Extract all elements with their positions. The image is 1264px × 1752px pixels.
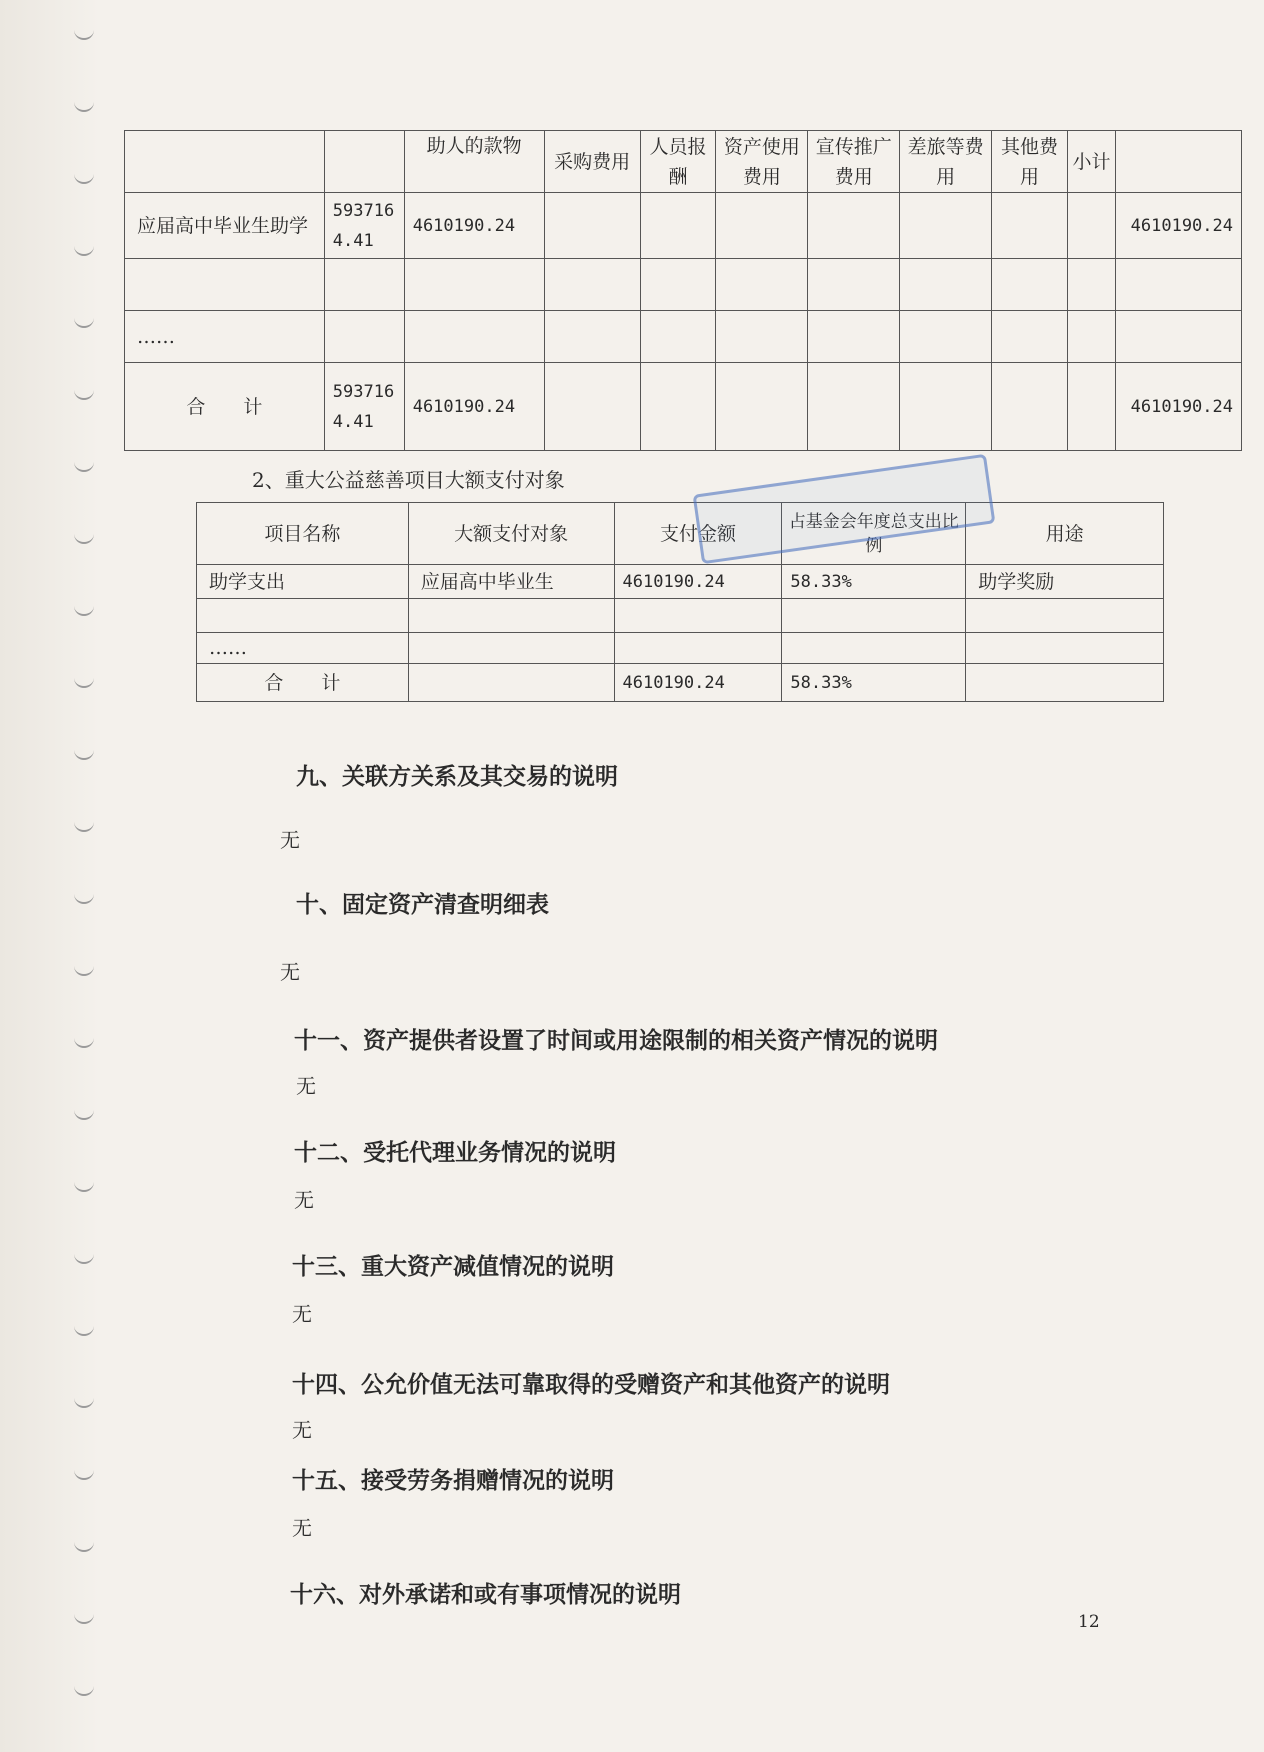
header-cell: 差旅等费用	[900, 131, 992, 193]
binding-hole	[74, 1396, 94, 1408]
table-caption: 2、重大公益慈善项目大额支付对象	[252, 468, 565, 492]
header-cell: 大额支付对象	[408, 503, 614, 565]
purpose-cell: 助学奖励	[966, 565, 1164, 599]
binding-hole	[74, 1036, 94, 1048]
binding-hole	[74, 532, 94, 544]
aid-cell: 4610190.24	[404, 193, 544, 259]
section-title: 九、关联方关系及其交易的说明	[296, 764, 618, 790]
header-cell: 项目名称	[197, 503, 409, 565]
table-row	[197, 565, 1164, 599]
header-cell: 助人的款物	[404, 131, 544, 193]
ellipsis-cell: ……	[125, 311, 325, 363]
recipient-cell: 应届高中毕业生	[408, 565, 614, 599]
total-row	[197, 664, 1164, 702]
total-cell: 4610190.24	[1115, 363, 1241, 451]
binding-hole	[74, 1468, 94, 1480]
binding-margin	[0, 0, 100, 1752]
ratio-cell: 58.33%	[782, 565, 966, 599]
binding-hole	[74, 892, 94, 904]
header-cell: 支付金额	[614, 503, 782, 565]
table-header-row	[197, 503, 1164, 565]
expense-table	[124, 130, 1242, 451]
section-title: 十三、重大资产减值情况的说明	[292, 1254, 614, 1280]
binding-hole	[74, 604, 94, 616]
binding-hole	[74, 1324, 94, 1336]
ratio-cell: 58.33%	[782, 664, 966, 702]
project-name-cell	[125, 259, 325, 311]
payment-amount-cell: 4610190.24	[614, 664, 782, 702]
total-cell: 4610190.24	[1115, 193, 1241, 259]
page-number: 12	[1078, 1612, 1100, 1632]
binding-hole	[74, 748, 94, 760]
binding-hole	[74, 172, 94, 184]
table-row	[125, 193, 1242, 259]
binding-hole	[74, 316, 94, 328]
section-body: 无	[292, 1302, 312, 1326]
total-label: 合 计	[125, 363, 325, 451]
header-cell	[324, 131, 404, 193]
header-cell: 小计	[1068, 131, 1116, 193]
project-name-cell: 助学支出	[197, 565, 409, 599]
amount-cell: 5937164.41	[324, 363, 404, 451]
header-cell	[1115, 131, 1241, 193]
project-name-cell: 应届高中毕业生助学	[125, 193, 325, 259]
header-cell: 资产使用费用	[716, 131, 808, 193]
binding-hole	[74, 1540, 94, 1552]
section-body: 无	[294, 1188, 314, 1212]
header-cell: 占基金会年度总支出比例	[782, 503, 966, 565]
header-cell: 人员报酬	[640, 131, 716, 193]
amount-cell: 5937164.41	[324, 193, 404, 259]
binding-hole	[74, 1180, 94, 1192]
table-row	[197, 599, 1164, 633]
section-body: 无	[296, 1074, 316, 1098]
binding-hole	[74, 28, 94, 40]
section-body: 无	[292, 1516, 312, 1540]
section-title: 十一、资产提供者设置了时间或用途限制的相关资产情况的说明	[294, 1028, 938, 1054]
total-label: 合 计	[197, 664, 409, 702]
header-cell	[125, 131, 325, 193]
table-header-row	[125, 131, 1242, 193]
binding-hole	[74, 1108, 94, 1120]
section-body: 无	[280, 828, 300, 852]
table-row	[125, 311, 1242, 363]
section-title: 十四、公允价值无法可靠取得的受赠资产和其他资产的说明	[292, 1372, 890, 1398]
section-title: 十二、受托代理业务情况的说明	[294, 1140, 616, 1166]
aid-cell: 4610190.24	[404, 363, 544, 451]
table-row	[125, 259, 1242, 311]
section-title: 十、固定资产清查明细表	[296, 892, 549, 918]
total-row	[125, 363, 1242, 451]
payment-recipient-table	[196, 502, 1164, 702]
binding-hole	[74, 964, 94, 976]
section-title: 十五、接受劳务捐赠情况的说明	[292, 1468, 614, 1494]
binding-hole	[74, 100, 94, 112]
header-cell: 宣传推广费用	[808, 131, 900, 193]
project-name-cell	[197, 599, 409, 633]
binding-hole	[74, 1252, 94, 1264]
header-cell: 用途	[966, 503, 1164, 565]
section-body: 无	[280, 960, 300, 984]
payment-amount-cell: 4610190.24	[614, 565, 782, 599]
table-row	[197, 633, 1164, 664]
header-cell: 采购费用	[544, 131, 640, 193]
ellipsis-cell: ……	[197, 633, 409, 664]
binding-hole	[74, 676, 94, 688]
binding-hole	[74, 1684, 94, 1696]
header-cell: 其他费用	[992, 131, 1068, 193]
section-title: 十六、对外承诺和或有事项情况的说明	[290, 1582, 681, 1608]
binding-hole	[74, 460, 94, 472]
binding-hole	[74, 1612, 94, 1624]
section-body: 无	[292, 1418, 312, 1442]
binding-hole	[74, 820, 94, 832]
binding-hole	[74, 388, 94, 400]
binding-hole	[74, 244, 94, 256]
